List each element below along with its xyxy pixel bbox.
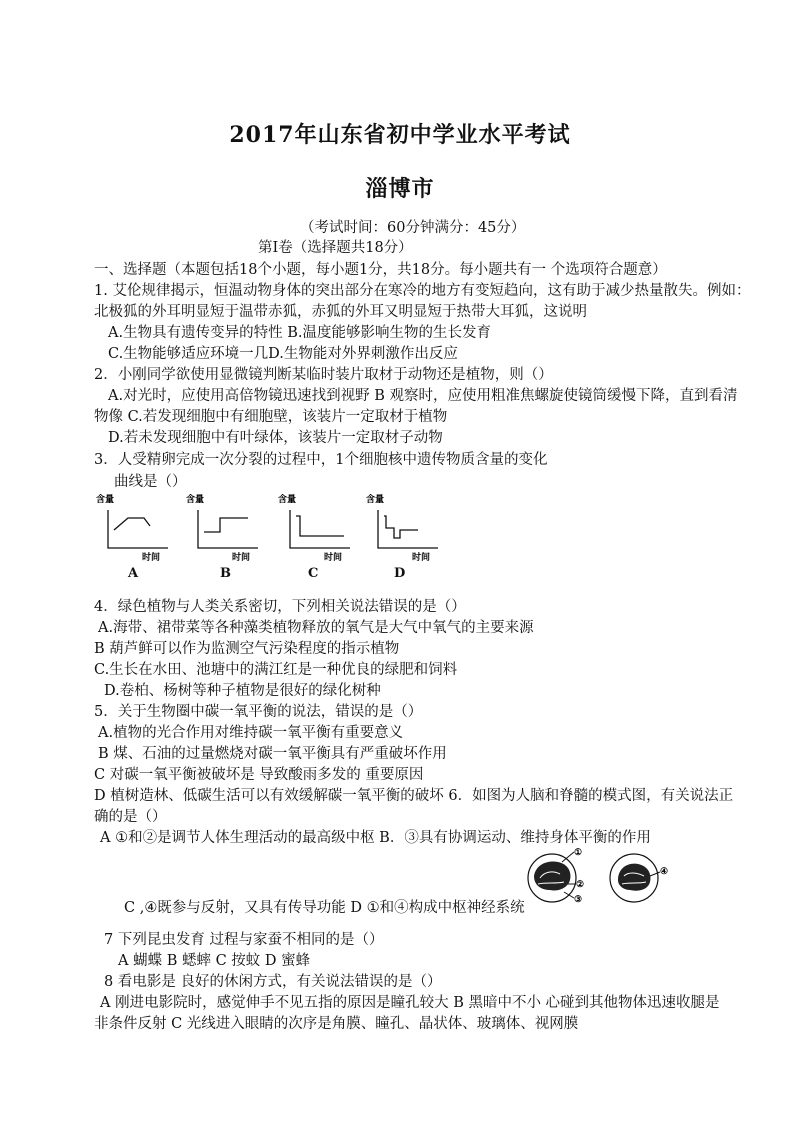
- q4-option-b: B 葫芦鲜可以作为监测空气污染程度的指示植物: [94, 641, 400, 657]
- q8-stem: 8 看电影是 良好的休闲方式，有关说法错误的是（）: [104, 974, 442, 990]
- q2-option-d: D.若未发现细胞中有叶绿体，该装片一定取材子动物: [108, 430, 443, 446]
- part-heading: 第Ⅰ卷（选择题共18分）: [258, 240, 413, 256]
- q6-options-ab: A ①和②是调节人体生理活动的最高级中枢 B．③具有协调运动、维持身体平衡的作用: [100, 830, 651, 846]
- q7-stem: 7 下列昆虫发育 过程与家蚕不相同的是（）: [104, 932, 384, 948]
- q8-line-1: A 刚进电影院时，感觉伸手不见五指的原因是瞳孔较大 B 黑暗中不小 心碰到其他物体迅速收腿是: [100, 995, 720, 1011]
- graph-c-ylabel: 含量: [278, 495, 297, 505]
- q5-option-a: A.植物的光合作用对维持碳一氧平衡有重要意义: [98, 725, 404, 741]
- q4-option-d: D.卷柏、杨树等种子植物是很好的绿化树种: [104, 683, 381, 699]
- q1-stem-1: 1. 艾伦规律揭示，恒温动物身体的突出部分在寒冷的地方有变短趋向，这有助于减少热量散失。例如：: [94, 283, 751, 299]
- graph-c-label: C: [308, 566, 319, 581]
- q4-option-c: C.生长在水田、池塘中的满江红是一种优良的绿肥和饲料: [94, 662, 458, 678]
- graph-b-label: B: [220, 566, 231, 581]
- q1-stem-2: 北极狐的外耳明显短于温带赤狐，赤狐的外耳又明显短于热带大耳狐，这说明: [94, 304, 587, 320]
- graph-a-label: A: [128, 566, 139, 581]
- graph-c-xlabel: 时间: [324, 553, 343, 563]
- graph-a: [96, 492, 176, 568]
- graph-a-xlabel: 时间: [142, 553, 161, 563]
- mark-4: ④: [660, 867, 669, 877]
- q1-options-cd: C.生物能够适应环境一几D.生物能对外界刺激作出反应: [108, 346, 458, 362]
- q8-line-2: 非条件反射 C 光线进入眼睛的次序是角膜、瞳孔、晶状体、玻璃体、视网膜: [94, 1016, 579, 1032]
- mark-1: ①: [574, 848, 583, 858]
- graph-b-ylabel: 含量: [186, 495, 205, 505]
- section-heading: 一、选择题（本题包括18个小题，每小题1分，共18分。每小题共有一 个选项符合题意）: [94, 262, 667, 278]
- q3-stem-2: 曲线是（）: [114, 474, 187, 490]
- q7-options: A 蝴蝶 B 蟋蟀 C 按蚊 D 蜜蜂: [118, 953, 311, 969]
- graph-d-label: D: [394, 566, 406, 581]
- q5-option-d: D 植树造林、低碳生活可以有效缓解碳一氧平衡的破坏 6．如图为人脑和脊髓的模式图，有关说法正: [94, 788, 734, 804]
- exam-info: （考试时间：60分钟满分：45分）: [300, 220, 526, 236]
- q5-option-c: C 对碳一氧平衡被破坏是 导致酸雨多发的 重要原因: [94, 767, 424, 783]
- mark-2: ②: [576, 880, 585, 890]
- q2-option-a-2: 物像 C.若发现细胞中有细胞壁，该装片一定取材于植物: [94, 409, 448, 425]
- graph-b-xlabel: 时间: [232, 553, 251, 563]
- q2-stem: 2．小刚同学欲使用显微镜判断某临时装片取材于动物还是植物，则（）: [94, 367, 553, 383]
- q2-option-a-1: A.对光时，应使用高倍物镜迅速找到视野 B 观察时，应使用粗准焦螺旋使镜筒缓慢下降，直到看清: [108, 388, 738, 404]
- q1-options-ab: A.生物具有遗传变异的特性 B.温度能够影响生物的生长发育: [108, 325, 491, 341]
- q6-options-cd: C ,④既参与反射，又具有传导功能 D ①和④构成中枢神经系统: [124, 900, 525, 916]
- graph-d: [366, 492, 446, 568]
- q4-option-a: A.海带、裙带菜等各种藻类植物释放的氧气是大气中氧气的主要来源: [98, 620, 534, 636]
- graph-a-ylabel: 含量: [96, 495, 115, 505]
- q4-stem: 4．绿色植物与人类关系密切，下列相关说法错误的是（）: [94, 599, 466, 615]
- mark-3: ③: [574, 895, 583, 905]
- graph-c: [278, 492, 358, 568]
- q5-option-b: B 煤、石油的过量燃烧对碳一氧平衡具有严重破坏作用: [98, 746, 447, 762]
- exam-title: 2017年山东省初中学业水平考试: [229, 122, 571, 148]
- brain-spinal-figure: [518, 846, 688, 914]
- graph-d-xlabel: 时间: [412, 553, 431, 563]
- city-title: 淄博市: [365, 176, 435, 202]
- graph-b: [186, 492, 266, 568]
- q6-stem-cont: 确的是（）: [94, 809, 167, 825]
- q3-stem: 3．人受精卵完成一次分裂的过程中，1个细胞核中遗传物质含量的变化: [94, 452, 548, 468]
- graph-d-ylabel: 含量: [366, 495, 385, 505]
- q5-stem: 5．关于生物圈中碳一氧平衡的说法，错误的是（）: [94, 704, 423, 720]
